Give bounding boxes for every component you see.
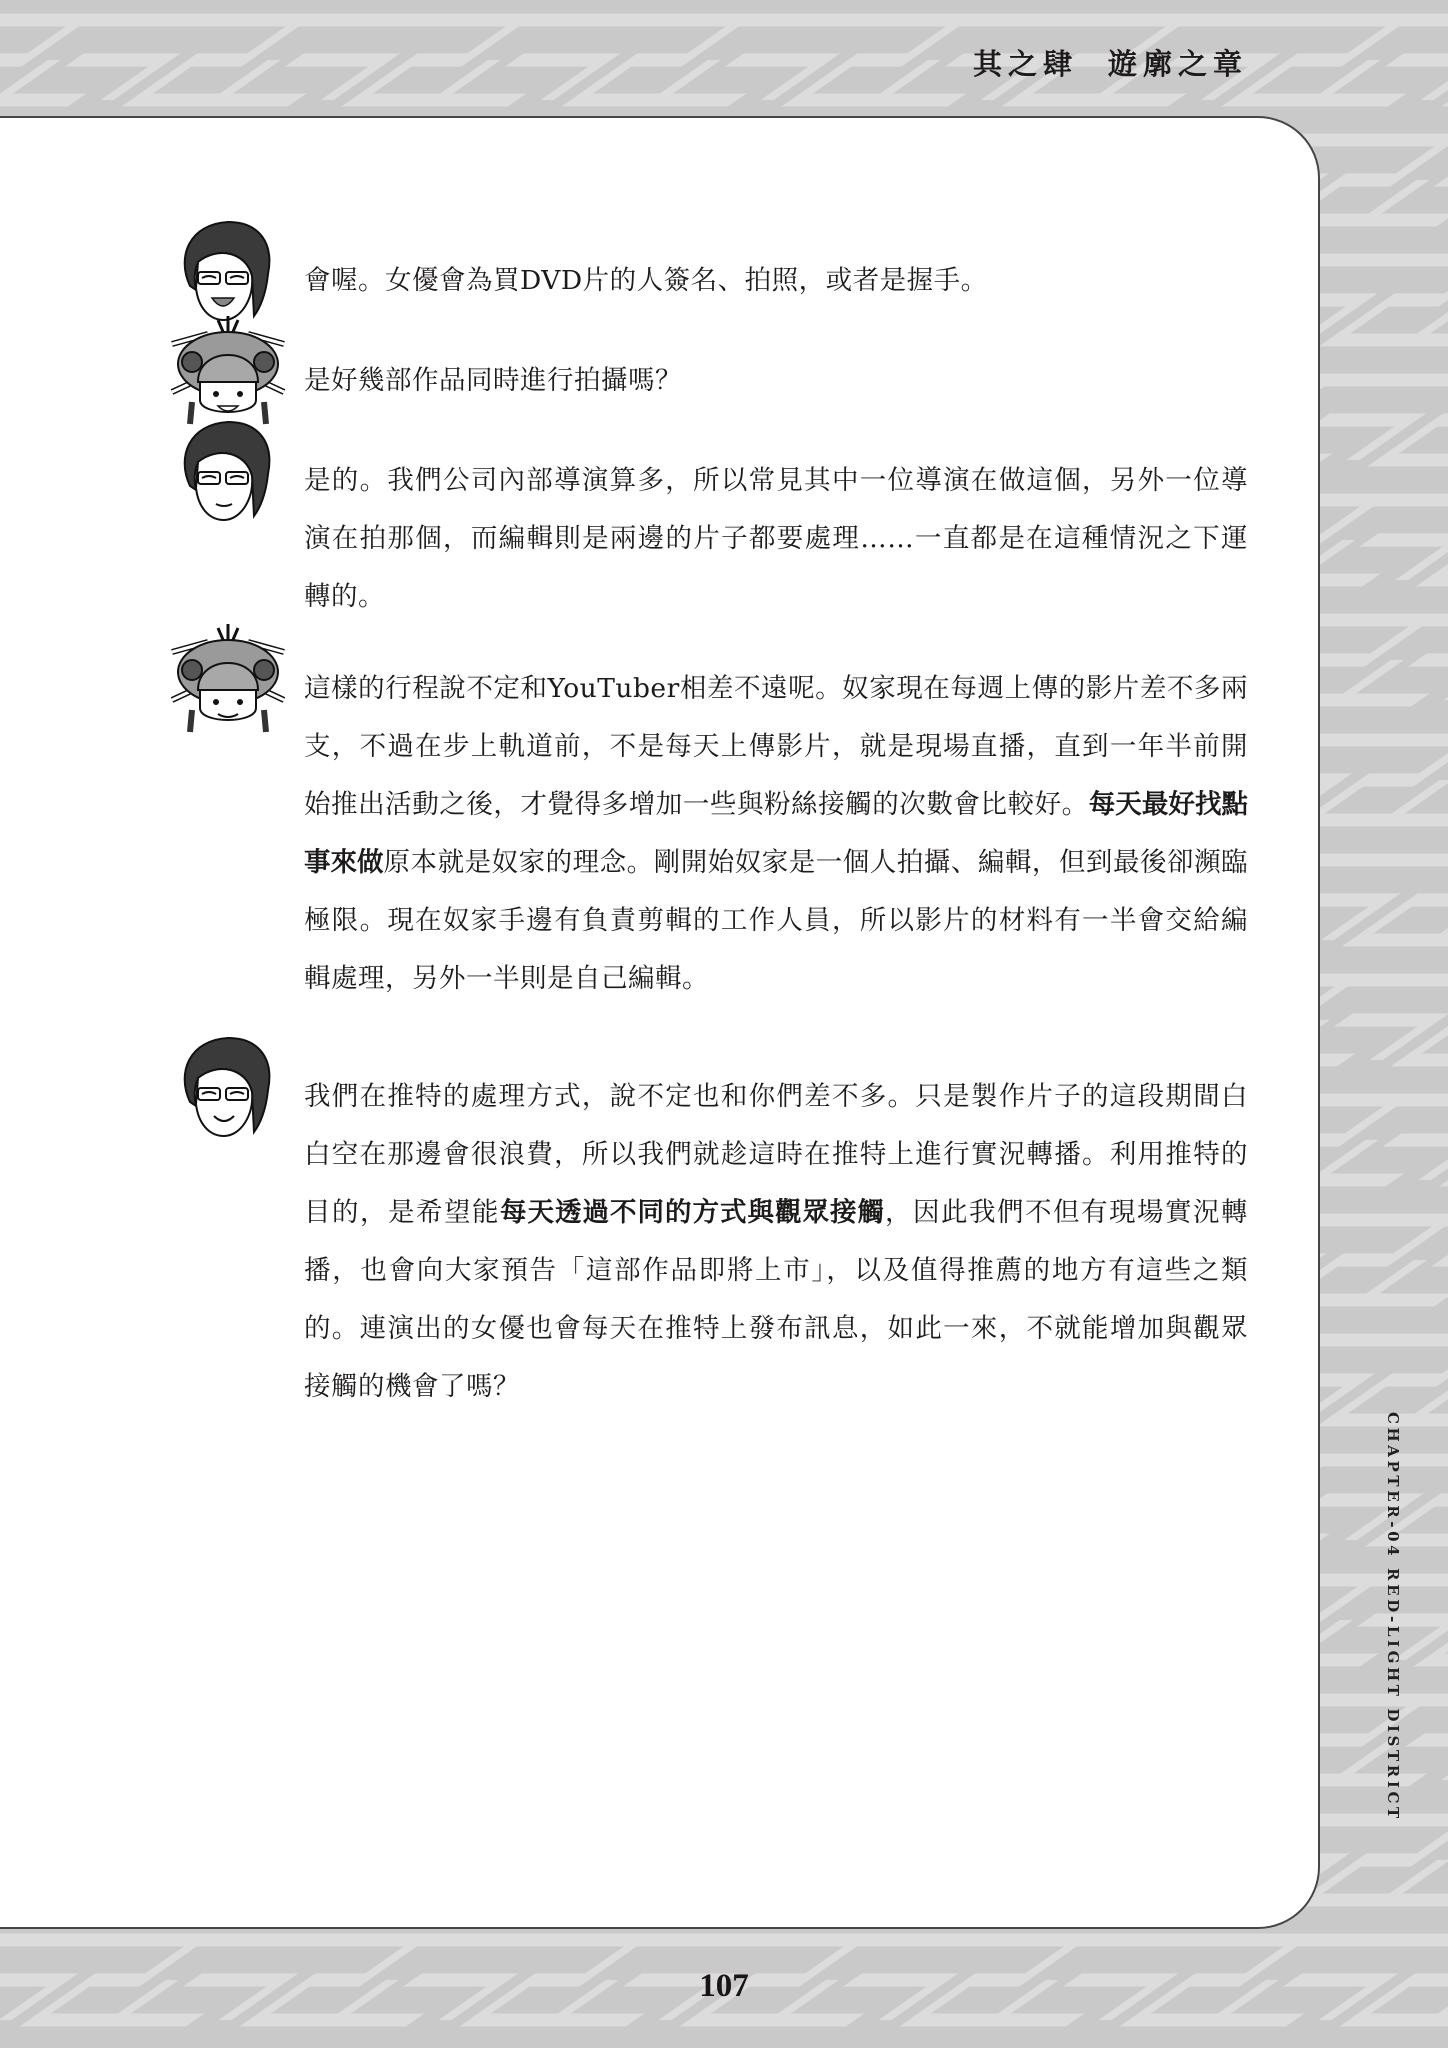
- emphasized-text: 每天最好找點事來做: [304, 789, 1249, 878]
- woman-with-glasses-avatar-icon: [168, 416, 288, 526]
- dialogue-entry: [168, 660, 1248, 1008]
- dialogue-text-span: ，因此我們不但有現場實況轉播，也會向大家預告「這部作品即將上市」，以及值得推薦的地方有這些之類的。連演出的女優也會每天在推特上發布訊息，如此一來，不就能增加與觀眾接觸的機會了嗎？: [304, 1197, 1248, 1402]
- dialogue-text-span: 原本就是奴家的理念。剛開始奴家是一個人拍攝、編輯，但到最後卻瀕臨極限。現在奴家手邊有負責剪輯的工作人員，所以影片的材料有一半會交給編輯處理，另外一半則是自己編輯。: [304, 847, 1249, 994]
- dialogue-text: [304, 1068, 1248, 1416]
- dialogue-entry: [168, 452, 1248, 626]
- dialogue-entry: [168, 252, 1248, 310]
- oiran-avatar-icon: [168, 316, 288, 426]
- dialogue-text: [304, 660, 1248, 1008]
- dialogue-text: [304, 452, 1248, 626]
- oiran-avatar-icon: [168, 624, 288, 734]
- chapter-number: 其之肆: [972, 47, 1078, 81]
- dialogue-text-span: 是好幾部作品同時進行拍攝嗎？: [304, 365, 682, 396]
- chapter-title: 遊廓之章: [1107, 47, 1248, 81]
- dialogue-entry: [168, 1068, 1248, 1416]
- emphasized-text: 每天透過不同的方式與觀眾接觸: [500, 1197, 885, 1228]
- dialogue-text-span: 這樣的行程說不定和YouTuber相差不遠呢。奴家現在每週上傳的影片差不多兩支，不過在步上軌道前，不是每天上傳影片，就是現場直播，直到一年半前開始推出活動之後，才覺得多增加一些與粉絲接觸的次數會比較好。: [304, 673, 1248, 820]
- dialogue-text: [304, 252, 1248, 310]
- dialogue-text-span: 我們在推特的處理方式，說不定也和你們差不多。只是製作片子的這段期間白白空在那邊會很浪費，所以我們就趁這時在推特上進行實況轉播。利用推特的目的，是希望能: [304, 1081, 1248, 1228]
- woman-with-glasses-avatar-icon: [168, 216, 288, 326]
- dialogue-text-span: 會喔。女優會為買DVD片的人簽名、拍照，或者是握手。: [304, 265, 988, 296]
- woman-with-glasses-avatar-icon: [168, 1032, 288, 1142]
- dialogue-text-span: 是的。我們公司內部導演算多，所以常見其中一位導演在做這個，另外一位導演在拍那個，而編輯則是兩邊的片子都要處理……一直都是在這種情況之下運轉的。: [304, 465, 1248, 612]
- dialogue-text: [304, 352, 1248, 410]
- side-chapter-title: CHAPTER-04 RED-LIGHT DISTRICT: [1384, 1412, 1402, 1822]
- dialogue-entry: [168, 352, 1248, 410]
- running-head: [973, 42, 1248, 83]
- page-number: 107: [699, 1968, 749, 2004]
